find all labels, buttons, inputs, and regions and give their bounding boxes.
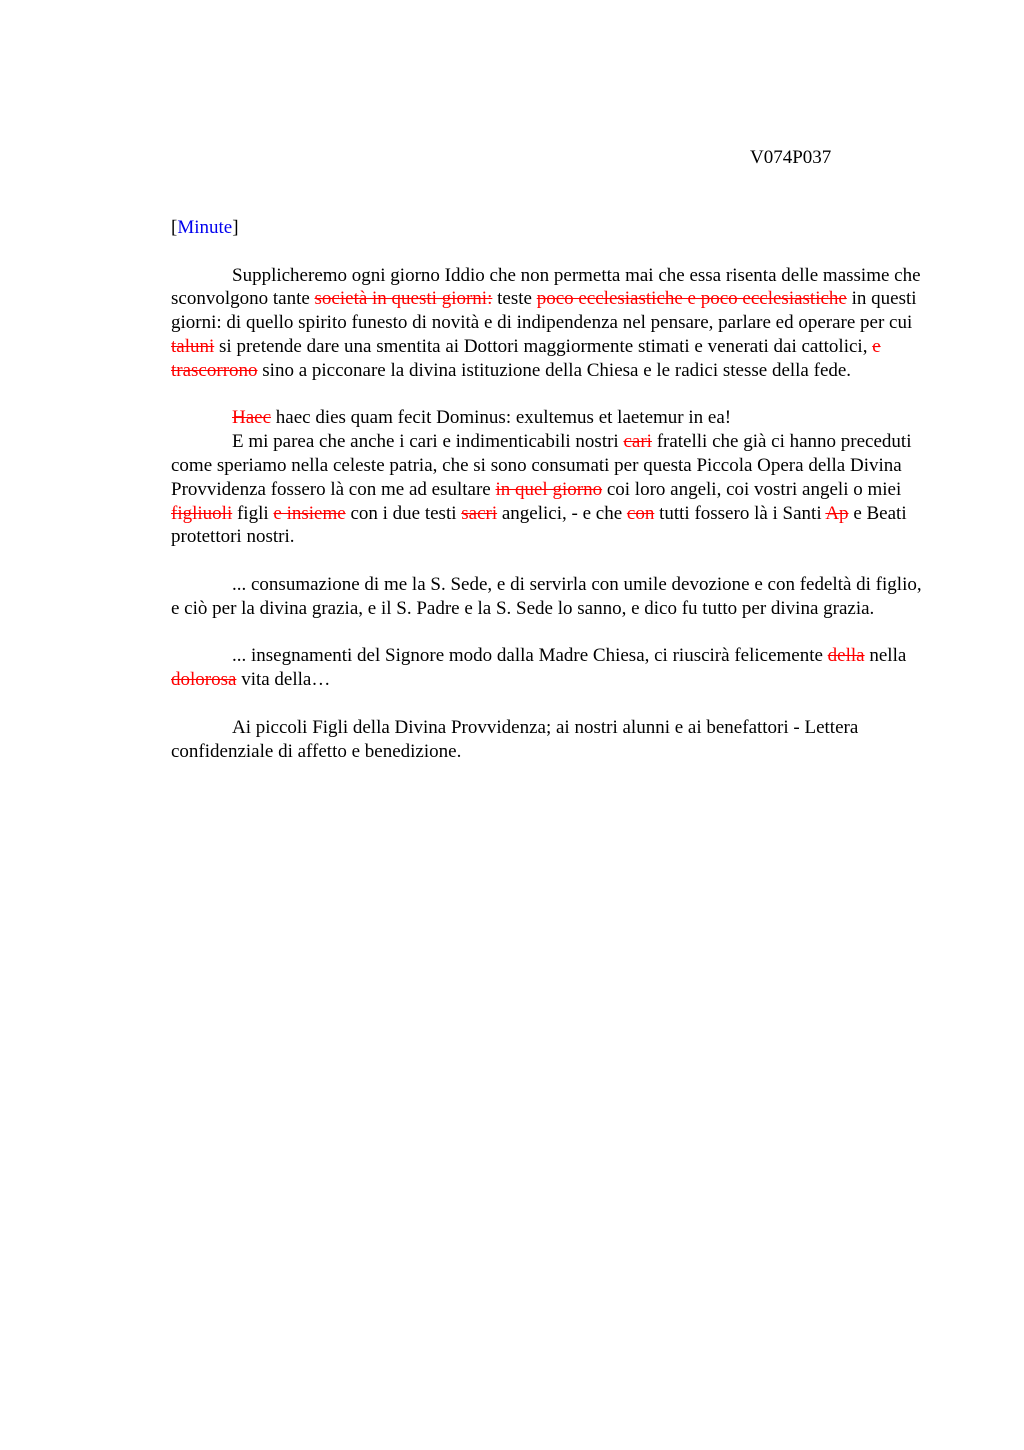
text-segment: con i due testi [345,502,462,524]
text-segment: haec dies quam fecit Dominus: exultemus et laetemur in ea! [271,407,732,429]
document-body [171,216,931,763]
deleted-text: poco ecclesiastiche e poco ecclesiastiche [536,288,847,310]
paragraph-3 [171,430,931,549]
paragraph-5 [171,644,931,692]
minute-heading [171,216,931,240]
deleted-text: società in questi giorni: [314,288,493,310]
deleted-text: figliuoli [171,502,233,524]
deleted-text: e insieme [273,502,346,524]
text-segment: E mi parea che anche i cari e indimenticabili nostri [232,431,624,453]
deleted-text: taluni [171,335,215,357]
deleted-text: Haec [232,407,272,429]
deleted-text: cari [623,431,652,453]
text-segment: figli [232,502,274,524]
minute-link[interactable]: Minute [177,217,233,238]
text-segment: teste [492,288,537,310]
paragraph-1 [171,264,931,383]
bracket-close: ] [232,217,239,238]
deleted-text: con [626,502,655,524]
text-segment: nella [864,645,907,667]
deleted-text: dolorosa [171,669,237,691]
bracket-open: [ [171,217,178,238]
deleted-text: sacri [461,502,498,524]
text-segment: ... insegnamenti del Signore modo dalla Madre Chiesa, ci riuscirà felicemente [232,645,828,667]
deleted-text: Ap [825,502,849,524]
paragraph-2 [171,406,931,430]
paragraph-4: ... consumazione di me la S. Sede, e di servirla con umile devozione e con fedeltà di figlio, e ciò per la divina grazia, e il S. Padre e la S. Sede lo sanno, e dico fu tutto per divina grazia. [171,573,922,619]
text-segment: coi loro angeli, coi vostri angeli o miei [602,478,902,500]
text-segment: sino a picconare la divina istituzione della Chiesa e le radici stesse della fede. [257,359,852,381]
deleted-text: in quel giorno [495,478,603,500]
text-segment: angelici, - e che [497,502,627,524]
paragraph-6: Ai piccoli Figli della Divina Provvidenza; ai nostri alunni e ai benefattori - Lettera confidenziale di affetto e benedizione. [171,716,859,762]
text-segment: in questi giorni: di quello spirito funesto di novità e di indipendenza nel pensare, parlare ed operare per cui [171,288,917,334]
text-segment: fratelli che già ci hanno preceduti come speriamo nella celeste patria, che si sono consumati per questa Piccola Opera della Divina Provvidenza fossero là con me ad esultare [171,431,912,500]
text-segment: e Beati protettori nostri. [171,502,907,548]
text-segment: tutti fossero là i Santi [654,502,826,524]
deleted-text: e trascorrono [171,335,881,381]
deleted-text: della [827,645,865,667]
text-segment: vita della… [236,669,331,691]
text-segment: Supplicheremo ogni giorno Iddio che non permetta mai che essa risenta delle massime che sconvolgono tante [171,264,921,310]
page-code: V074P037 [750,147,832,168]
text-segment: si pretende dare una smentita ai Dottori maggiormente stimati e venerati dai cattolici, [214,335,873,357]
